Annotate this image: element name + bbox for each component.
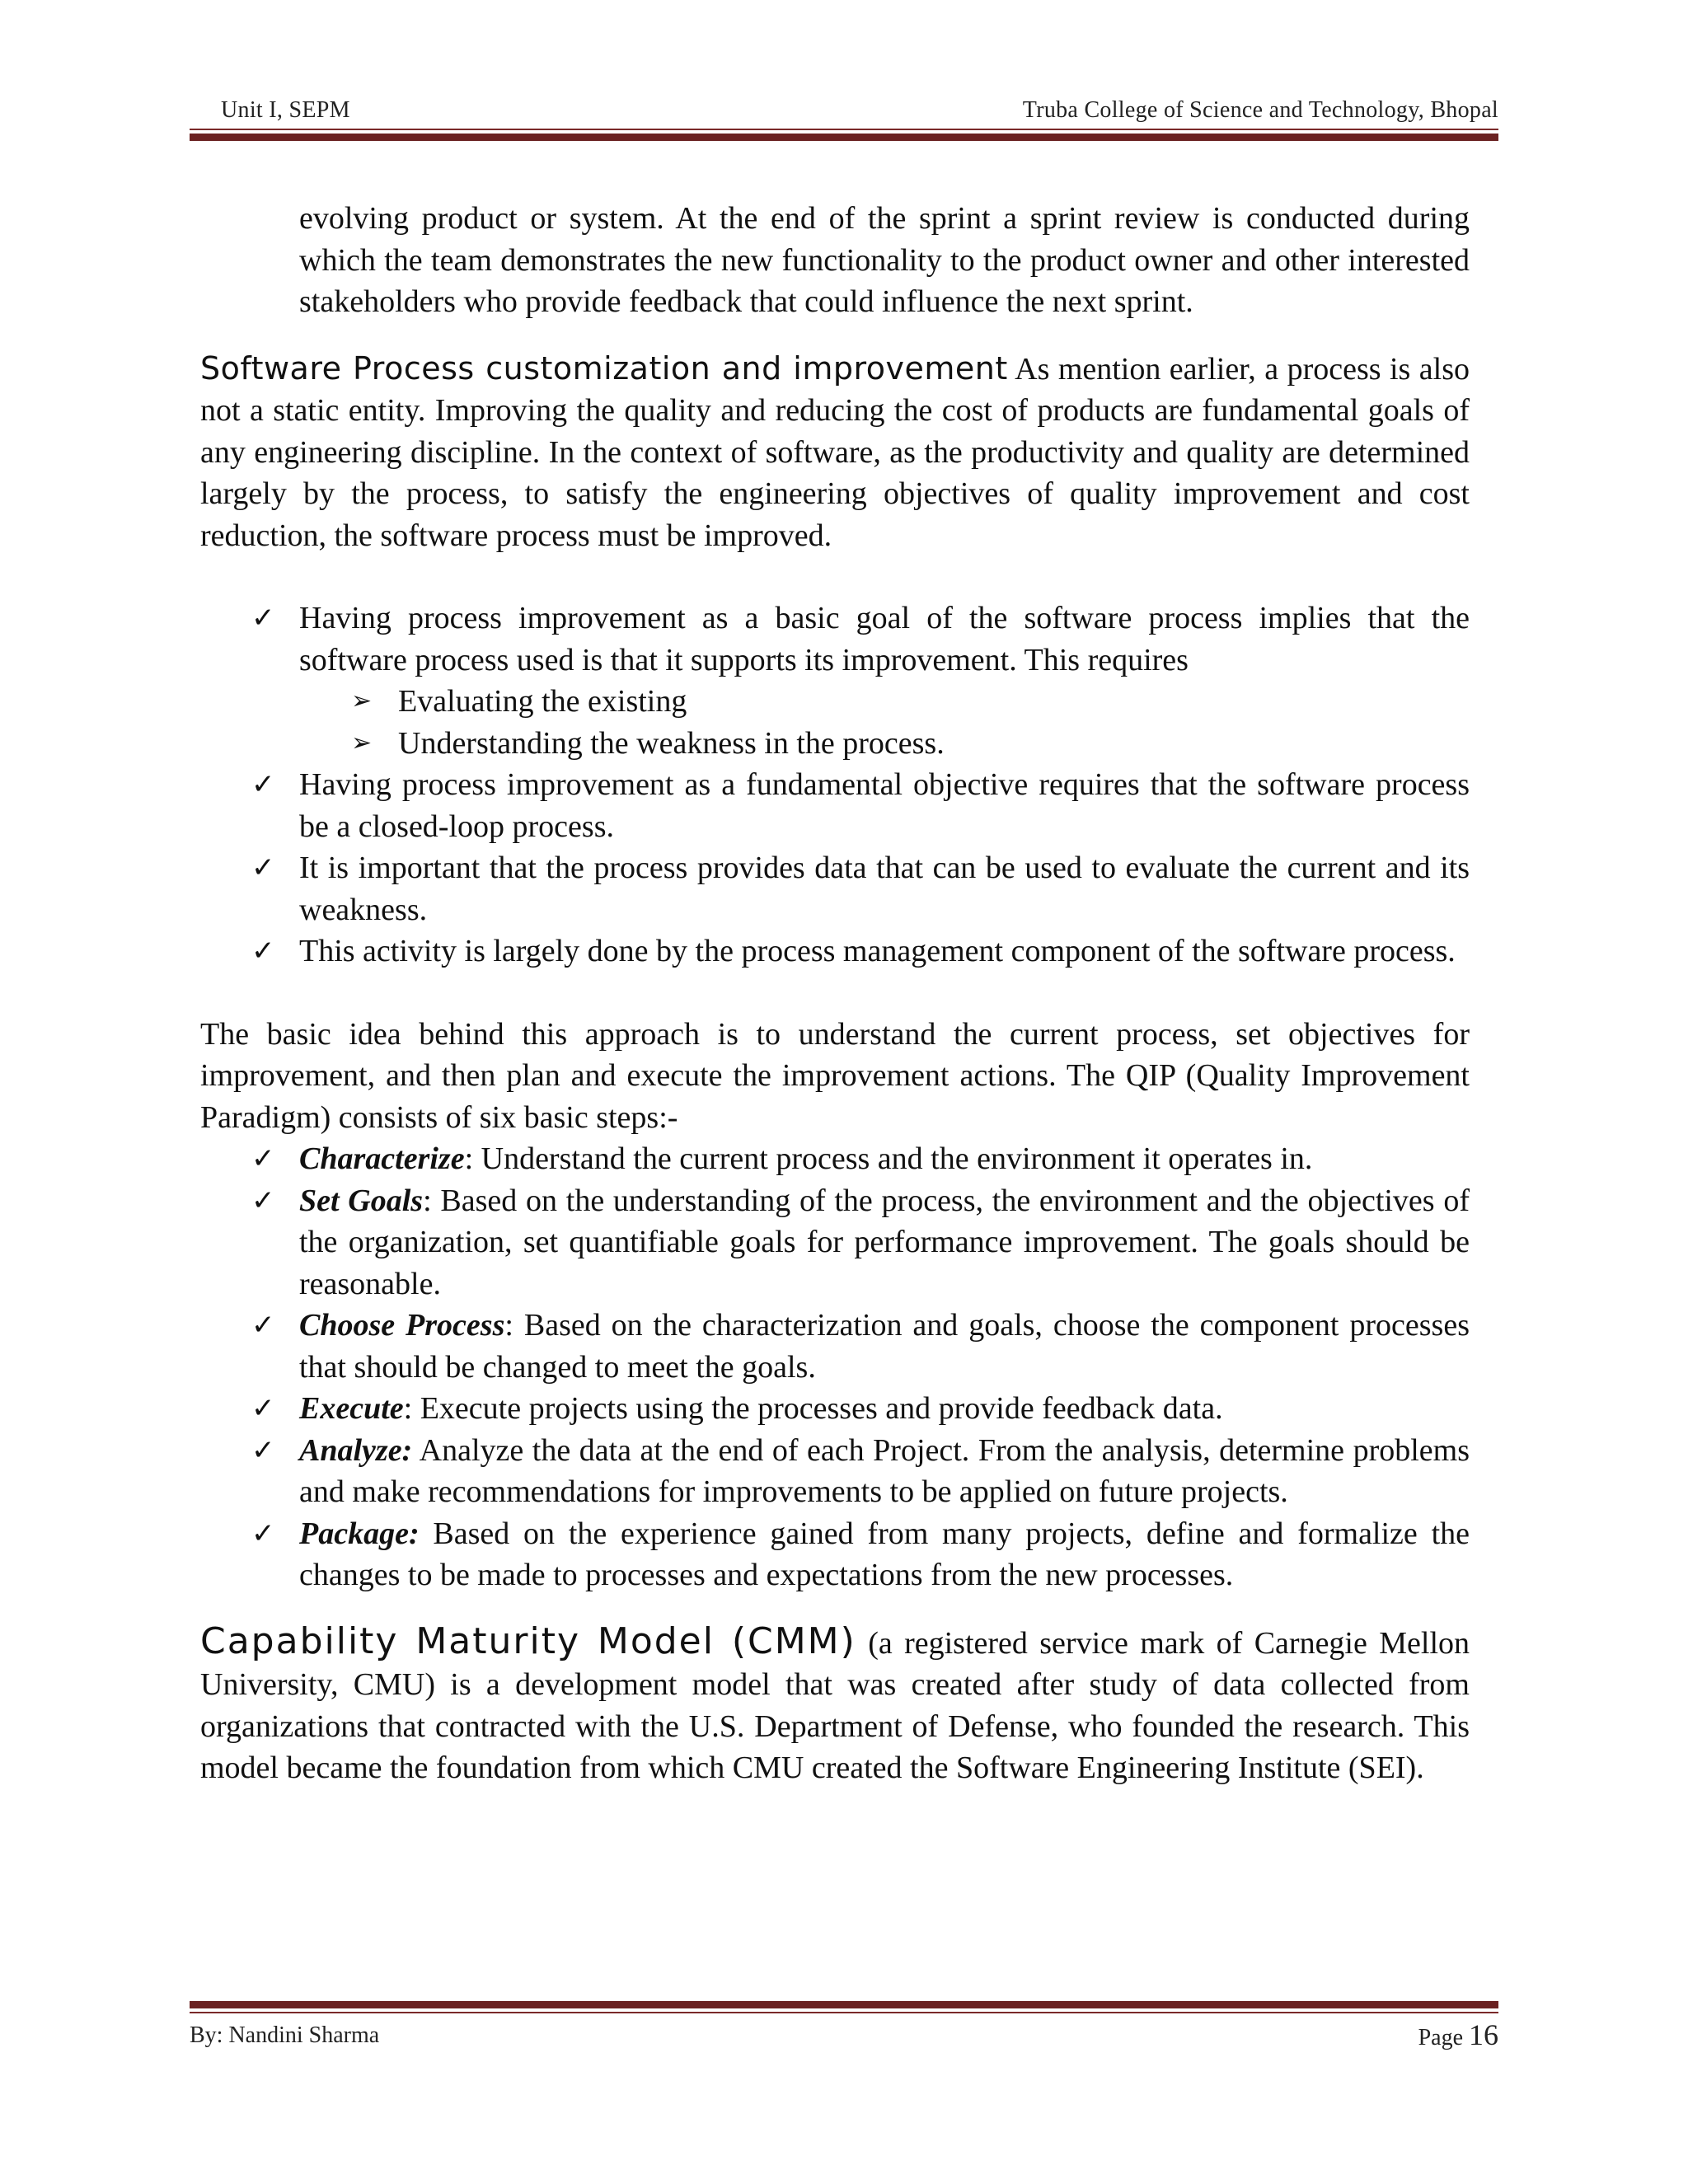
step-text: Based on the understanding of the process, the environment and the objectives of the organization, set quantifiable goals for performance improvement. The goals should be reasonable.: [299, 1183, 1470, 1301]
sub-list: [200, 681, 1470, 764]
sub-list-item-text: Understanding the weakness in the process.: [398, 725, 945, 761]
list-item: [200, 764, 1470, 847]
footer-author: By: Nandini Sharma: [190, 2022, 380, 2048]
qip-step: [200, 1180, 1470, 1305]
spacer: [200, 972, 1470, 1014]
sub-list-item: [200, 723, 1470, 765]
checkmark-icon: ✓: [251, 602, 275, 635]
step-term: Set Goals: [299, 1183, 424, 1218]
page-header: [221, 97, 1498, 130]
section-heading-process-improvement: Software Process customization and improvement: [200, 349, 1008, 387]
intro-paragraph: evolving product or system. At the end of the sprint a sprint review is conducted during which the team demonstrates the new functionality to the product owner and other interested stakeholders who provide feedback that could influence the next sprint.: [299, 201, 1470, 319]
header-rule-thin: [190, 129, 1498, 130]
qip-step: [200, 1513, 1470, 1596]
footer-rule-thick: [190, 2001, 1498, 2008]
list-item: [200, 847, 1470, 930]
page-body: [200, 198, 1470, 1789]
section-cmm: [200, 1621, 1470, 1789]
checkmark-icon: ✓: [251, 1142, 275, 1175]
spacer: [200, 1596, 1470, 1621]
list-item-text: This activity is largely done by the process management component of the software process.: [299, 934, 1456, 968]
sub-list-item-text: Evaluating the existing: [398, 684, 687, 719]
qip-step: [200, 1430, 1470, 1513]
checkmark-icon: ✓: [251, 1392, 275, 1425]
step-separator: :: [504, 1308, 513, 1343]
section-text-cmm: (a registered service mark of Carnegie Mellon University, CMU) is a development model that was created after study of data collected from organizations that contracted with the U.S. Department of Defense, who founded the research. This model became the foundation from which CMU created the Software Engineering Institute (SEI).: [200, 1625, 1470, 1785]
header-unit: Unit I, SEPM: [221, 97, 350, 123]
list-item-text: Having process improvement as a basic goal of the software process implies that the software process used is that it supports its improvement. This requires: [299, 601, 1470, 677]
checkmark-icon: ✓: [251, 935, 275, 968]
header-college: Truba College of Science and Technology, Bhopal: [1022, 97, 1498, 123]
step-term: Execute: [299, 1391, 404, 1426]
qip-step: [200, 1138, 1470, 1180]
footer-rule-thin: [190, 2012, 1498, 2013]
step-separator: :: [423, 1183, 432, 1218]
step-text: Based on the experience gained from many projects, define and formalize the changes to be made to processes and expectations from the new processes.: [299, 1516, 1470, 1592]
page-label: Page: [1418, 2025, 1463, 2050]
step-term: Analyze:: [299, 1432, 413, 1468]
step-separator: :: [403, 1391, 413, 1426]
checkmark-icon: ✓: [251, 851, 275, 884]
section-text-process-improvement: As mention earlier, a process is also not a static entity. Improving the quality and reducing the cost of products are fundamental goals of any engineering discipline. In the context of software, as the productivity and quality are determined largely by the process, to satisfy the engineering objectives of quality improvement and cost reduction, the software process must be improved.: [200, 351, 1470, 553]
step-term: Choose Process: [299, 1308, 505, 1343]
spacer: [200, 323, 1470, 348]
qip-step: [200, 1388, 1470, 1430]
list-item-text: Having process improvement as a fundamental objective requires that the software process be a closed-loop process.: [299, 767, 1470, 844]
qip-step: [200, 1305, 1470, 1388]
step-text: Based on the characterization and goals, choose the component processes that should be changed to meet the goals.: [299, 1308, 1470, 1385]
arrow-bullet-icon: ➢: [351, 728, 373, 757]
improvement-list: [200, 598, 1470, 972]
step-term: Package:: [299, 1516, 420, 1551]
qip-paragraph: The basic idea behind this approach is to understand the current process, set objectives for improvement, and then plan and execute the improvement actions. The QIP (Quality Improvement Paradigm) consists of six basic steps:-: [200, 1016, 1470, 1135]
page-number-value: 16: [1469, 2018, 1498, 2051]
list-item: [200, 598, 1470, 764]
checkmark-icon: ✓: [251, 1309, 275, 1342]
step-separator: :: [464, 1141, 474, 1176]
step-text: Understand the current process and the environment it operates in.: [473, 1141, 1313, 1176]
list-item-text: It is important that the process provides data that can be used to evaluate the current and its weakness.: [299, 851, 1470, 927]
checkmark-icon: ✓: [251, 768, 275, 801]
step-term: Characterize: [299, 1141, 465, 1176]
sub-list-item: [200, 681, 1470, 723]
page-footer: [190, 2018, 1498, 2055]
header-rule-thick: [190, 134, 1498, 141]
section-heading-cmm: Capability Maturity Model (CMM): [200, 1619, 856, 1662]
checkmark-icon: ✓: [251, 1433, 275, 1467]
spacer: [200, 556, 1470, 598]
arrow-bullet-icon: ➢: [351, 687, 373, 715]
page-number: [1418, 2018, 1498, 2052]
qip-steps-list: [200, 1138, 1470, 1596]
section-process-improvement: [200, 348, 1470, 557]
step-text: Execute projects using the processes and provide feedback data.: [412, 1391, 1223, 1426]
list-item: [200, 930, 1470, 972]
step-text: Analyze the data at the end of each Project. From the analysis, determine problems and make recommendations for improvements to be applied on future projects.: [299, 1432, 1470, 1509]
checkmark-icon: ✓: [251, 1183, 275, 1217]
checkmark-icon: ✓: [251, 1516, 275, 1550]
